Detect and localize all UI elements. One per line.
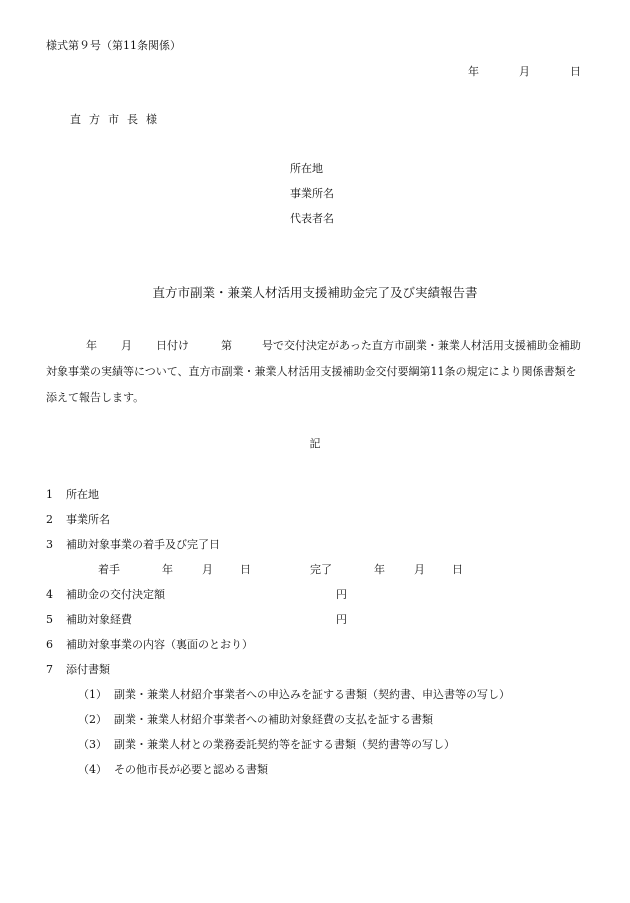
- item-office-name: 2 事業所名: [46, 513, 110, 526]
- period-start-label: 着手: [98, 563, 120, 576]
- attachment-item: （4） その他市長が必要と認める書類: [78, 763, 268, 776]
- eligible-expenses-yen: 円: [336, 613, 347, 626]
- body-paragraph: [46, 333, 586, 411]
- period-start-year: 年: [162, 563, 173, 576]
- period-end-year: 年: [374, 563, 385, 576]
- date-day-label: 日: [570, 65, 581, 78]
- period-start-month: 月: [202, 563, 213, 576]
- grant-amount-yen: 円: [336, 588, 347, 601]
- ki-heading: 記: [309, 437, 321, 450]
- body-year: 年: [86, 339, 97, 352]
- addressee: 直方市長様: [70, 113, 165, 126]
- body-date-attached: 日付け: [156, 339, 189, 352]
- body-month: 月: [121, 339, 132, 352]
- date-year-label: 年: [468, 65, 479, 78]
- body-number-prefix: 第: [221, 339, 232, 352]
- item-start-completion-date: 3 補助対象事業の着手及び完了日: [46, 538, 220, 551]
- item-attachments: 7 添付書類: [46, 663, 110, 676]
- attachment-item: （3） 副業・兼業人材との業務委託契約等を証する書類（契約書等の写し）: [78, 738, 455, 751]
- item-grant-amount: 4 補助金の交付決定額: [46, 588, 165, 601]
- document-title: 直方市副業・兼業人材活用支援補助金完了及び実績報告書: [152, 285, 478, 300]
- sender-office-label: 事業所名: [290, 187, 334, 200]
- item-address: 1 所在地: [46, 488, 99, 501]
- attachment-item: （1） 副業・兼業人材紹介事業者への申込みを証する書類（契約書、申込書等の写し）: [78, 688, 510, 701]
- body-text: 号で交付決定があった直方市副業・兼業人材活用支援補助金補助対象事業の実績等について、直方市副業・兼業人材活用支援補助金交付要綱第11条の規定により関係書類を添えて報告します。: [46, 339, 581, 404]
- item-project-content: 6 補助対象事業の内容（裏面のとおり）: [46, 638, 253, 651]
- period-start-day: 日: [240, 563, 251, 576]
- attachment-item: （2） 副業・兼業人材紹介事業者への補助対象経費の支払を証する書類: [78, 713, 433, 726]
- item-eligible-expenses: 5 補助対象経費: [46, 613, 132, 626]
- sender-address-label: 所在地: [290, 162, 323, 175]
- period-end-day: 日: [452, 563, 463, 576]
- date-month-label: 月: [519, 65, 530, 78]
- form-number-header: 様式第９号（第11条関係）: [46, 39, 181, 52]
- period-end-label: 完了: [310, 563, 332, 576]
- period-end-month: 月: [414, 563, 425, 576]
- sender-representative-label: 代表者名: [290, 212, 334, 225]
